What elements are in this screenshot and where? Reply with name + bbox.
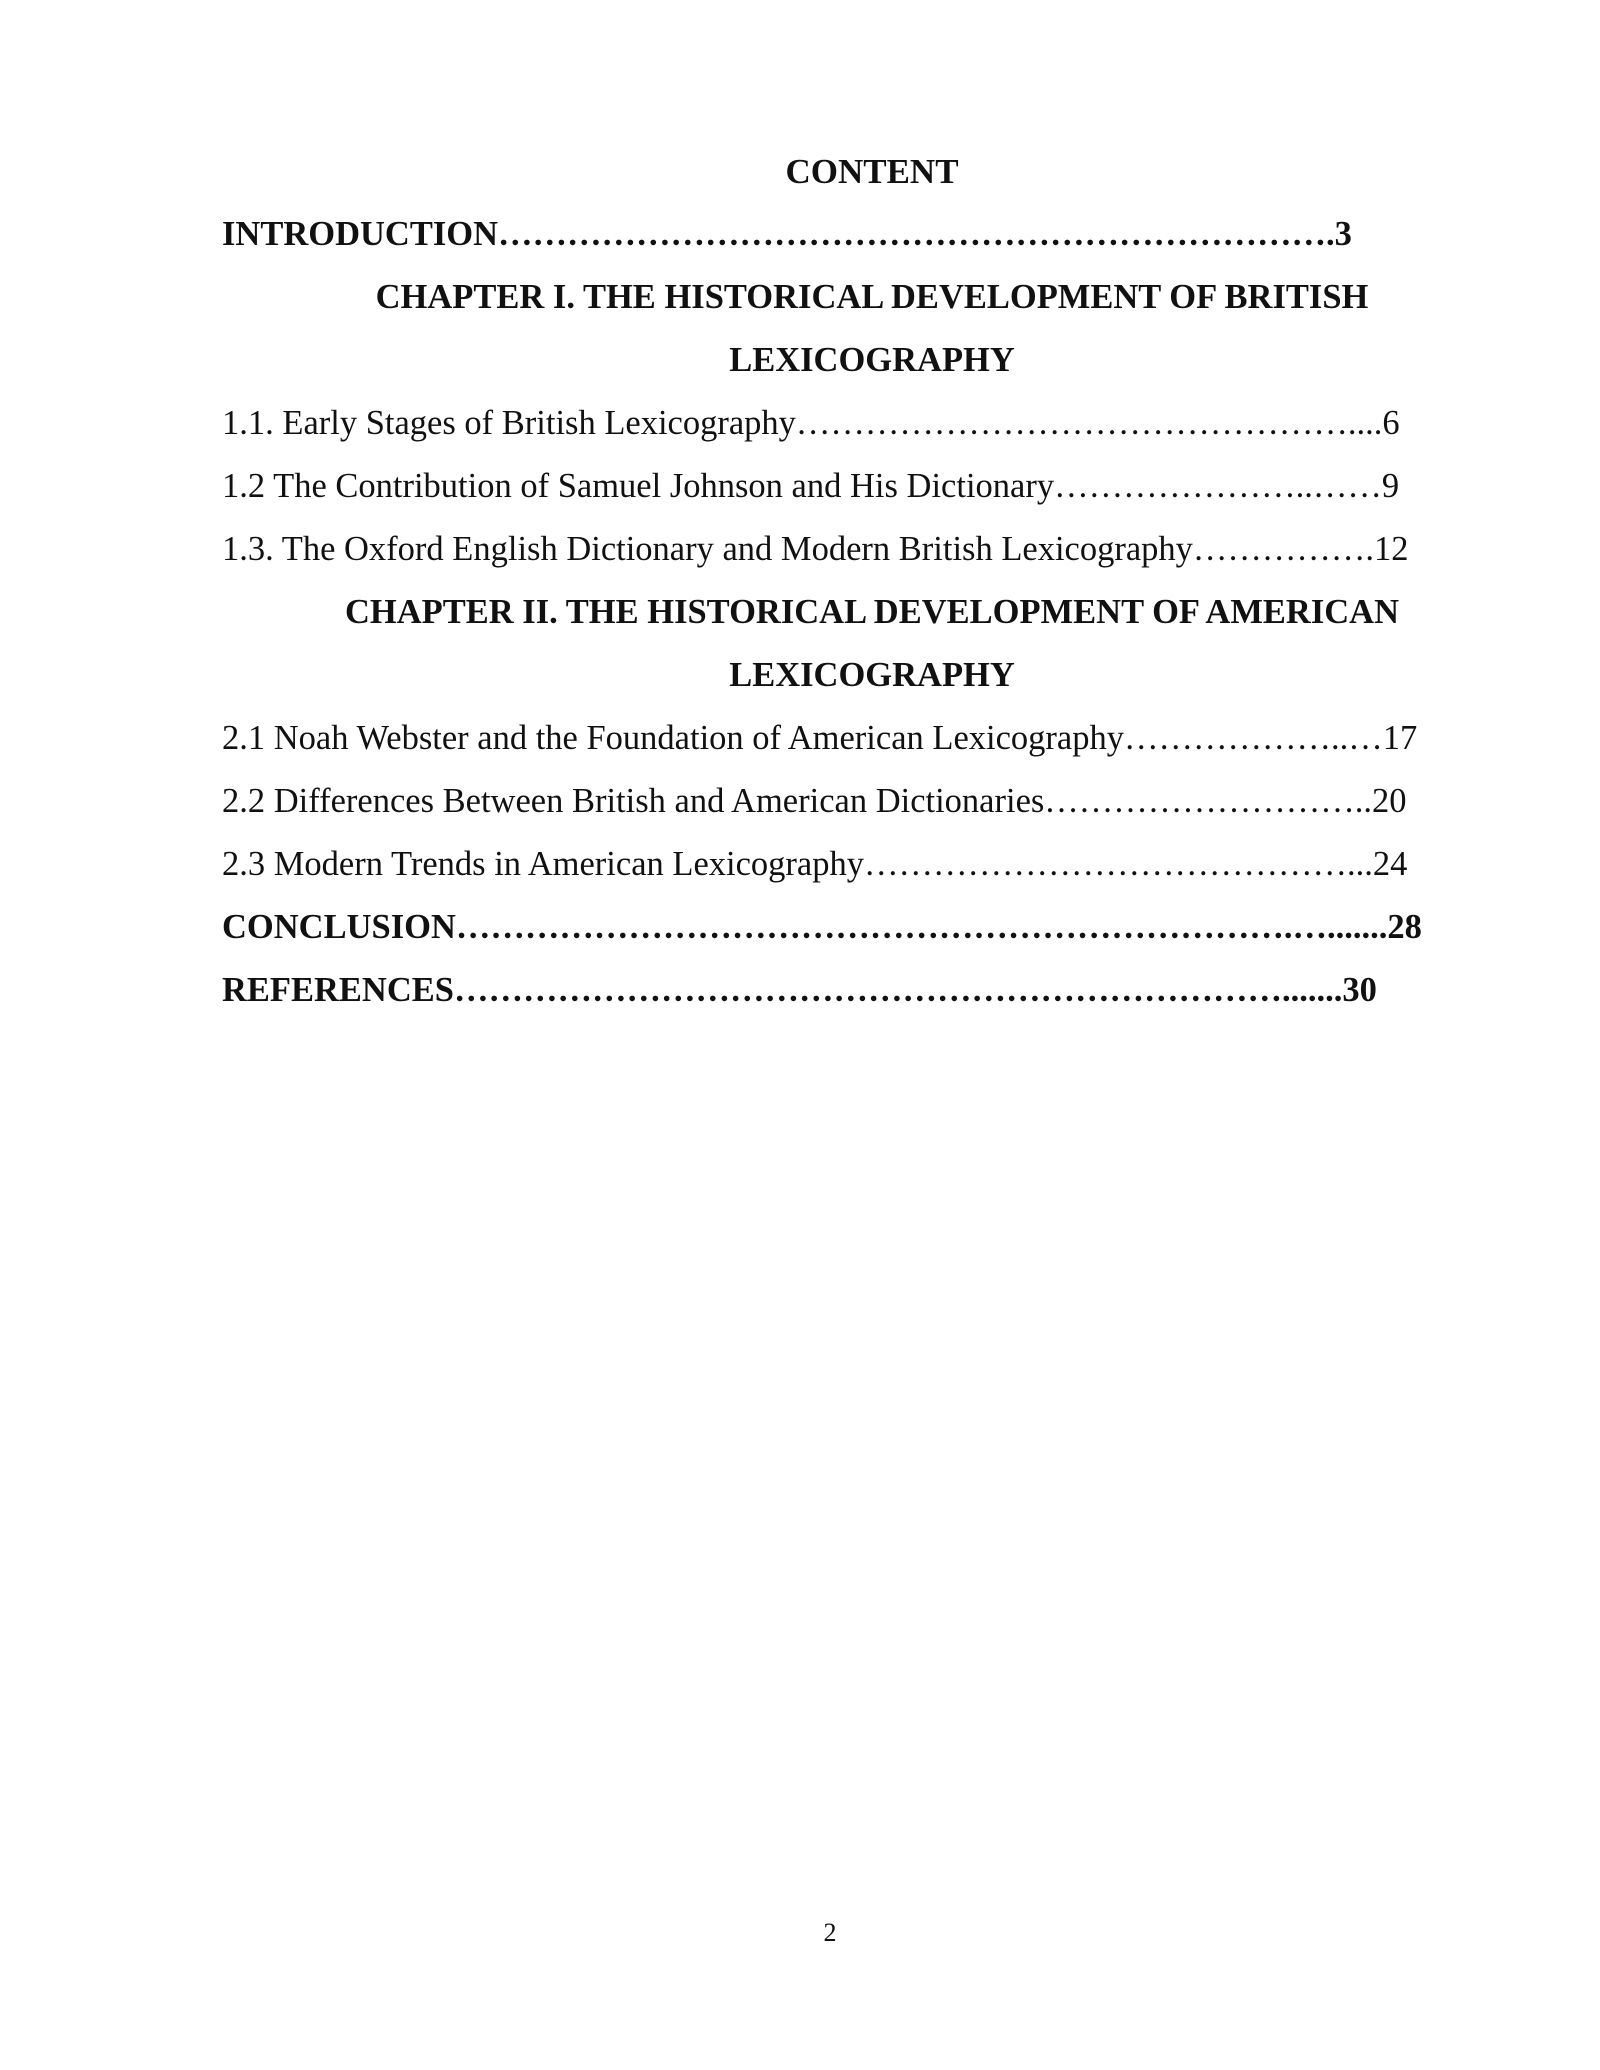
page-number: 2 bbox=[823, 1918, 837, 1947]
toc-entry-conclusion: CONCLUSION……………………………………………………………….….......28 bbox=[222, 908, 1422, 946]
toc-entry-1-1: 1.1. Early Stages of British Lexicography…………………………………………....6 bbox=[222, 404, 1400, 442]
toc-entry-1-2: 1.2 The Contribution of Samuel Johnson and His Dictionary…………………..……9 bbox=[222, 467, 1400, 505]
table-of-contents bbox=[222, 140, 1490, 1022]
toc-entry-references: REFERENCES……………………………………………………………….......30 bbox=[222, 971, 1377, 1009]
toc-entry-introduction: INTRODUCTION……………………………………………………………….3 bbox=[222, 215, 1352, 253]
toc-entry-2-1: 2.1 Noah Webster and the Foundation of American Lexicography………………..…17 bbox=[222, 719, 1418, 757]
chapter-2-heading-line-1: CHAPTER II. THE HISTORICAL DEVELOPMENT OF AMERICAN bbox=[344, 593, 1400, 631]
toc-entry-2-2: 2.2 Differences Between British and American Dictionaries………………………..20 bbox=[222, 782, 1407, 820]
chapter-2-heading-line-2: LEXICOGRAPHY bbox=[729, 656, 1015, 694]
toc-entry-1-3: 1.3. The Oxford English Dictionary and Modern British Lexicography…………….12 bbox=[222, 530, 1409, 568]
toc-entry-2-3: 2.3 Modern Trends in American Lexicography……………………………………...24 bbox=[222, 845, 1408, 883]
toc-title: CONTENT bbox=[785, 152, 959, 191]
chapter-1-heading-line-2: LEXICOGRAPHY bbox=[729, 341, 1015, 379]
chapter-1-heading-line-1: CHAPTER I. THE HISTORICAL DEVELOPMENT OF BRITISH bbox=[375, 278, 1369, 316]
